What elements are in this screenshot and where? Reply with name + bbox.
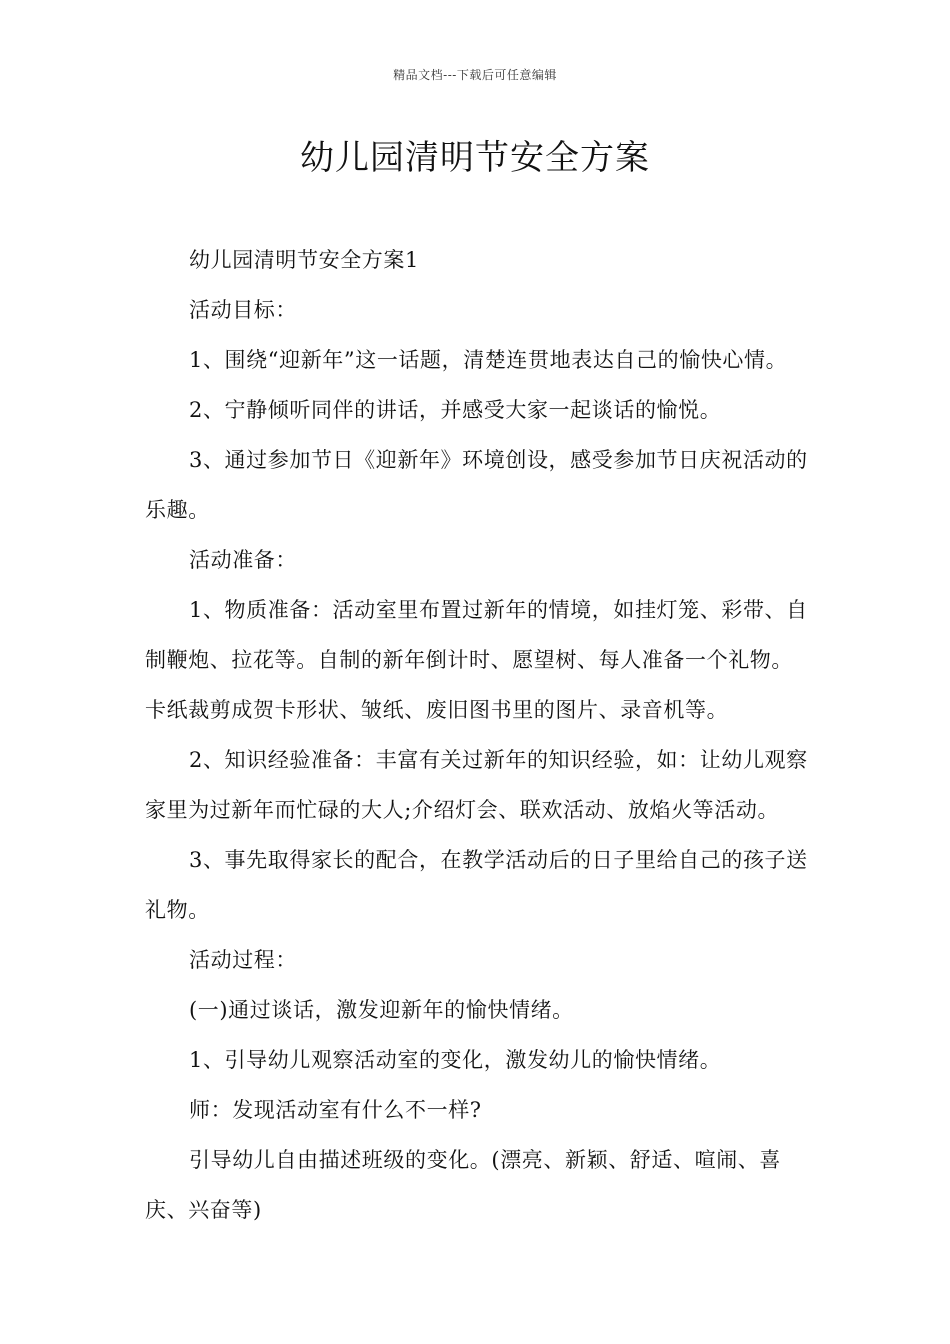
section-heading: 幼儿园清明节安全方案1 (189, 248, 419, 272)
paragraph: 活动准备： (189, 548, 297, 572)
paragraph: 3、事先取得家长的配合，在教学活动后的日子里给自己的孩子送礼物。 (145, 848, 808, 922)
paragraph: 3、通过参加节日《迎新年》环境创设，感受参加节日庆祝活动的乐趣。 (145, 448, 808, 522)
paragraph: (一)通过谈话，激发迎新年的愉快情绪。 (189, 998, 574, 1022)
paragraph: 1、物质准备：活动室里布置过新年的情境，如挂灯笼、彩带、自制鞭炮、拉花等。自制的新年倒计时、愿望树、每人准备一个礼物。卡纸裁剪成贺卡形状、皱纸、废旧图书里的图片、录音机等。 (145, 598, 808, 722)
paragraph: 活动过程： (189, 948, 297, 972)
paragraph: 引导幼儿自由描述班级的变化。(漂亮、新颖、舒适、喧闹、喜庆、兴奋等) (145, 1148, 781, 1222)
paragraph: 1、引导幼儿观察活动室的变化，激发幼儿的愉快情绪。 (189, 1048, 722, 1072)
paragraph: 师：发现活动室有什么不一样? (189, 1098, 482, 1122)
paragraph: 2、知识经验准备：丰富有关过新年的知识经验，如：让幼儿观察家里为过新年而忙碌的大人;介绍灯会、联欢活动、放焰火等活动。 (145, 748, 808, 822)
document-body (145, 235, 810, 1235)
document-title: 幼儿园清明节安全方案 (300, 138, 650, 178)
paragraph: 2、宁静倾听同伴的讲话，并感受大家一起谈话的愉悦。 (189, 398, 722, 422)
paragraph: 1、围绕“迎新年”这一话题，清楚连贯地表达自己的愉快心情。 (189, 348, 788, 372)
page-header: 精品文档---下载后可任意编辑 (393, 68, 557, 82)
paragraph: 活动目标： (189, 298, 297, 322)
